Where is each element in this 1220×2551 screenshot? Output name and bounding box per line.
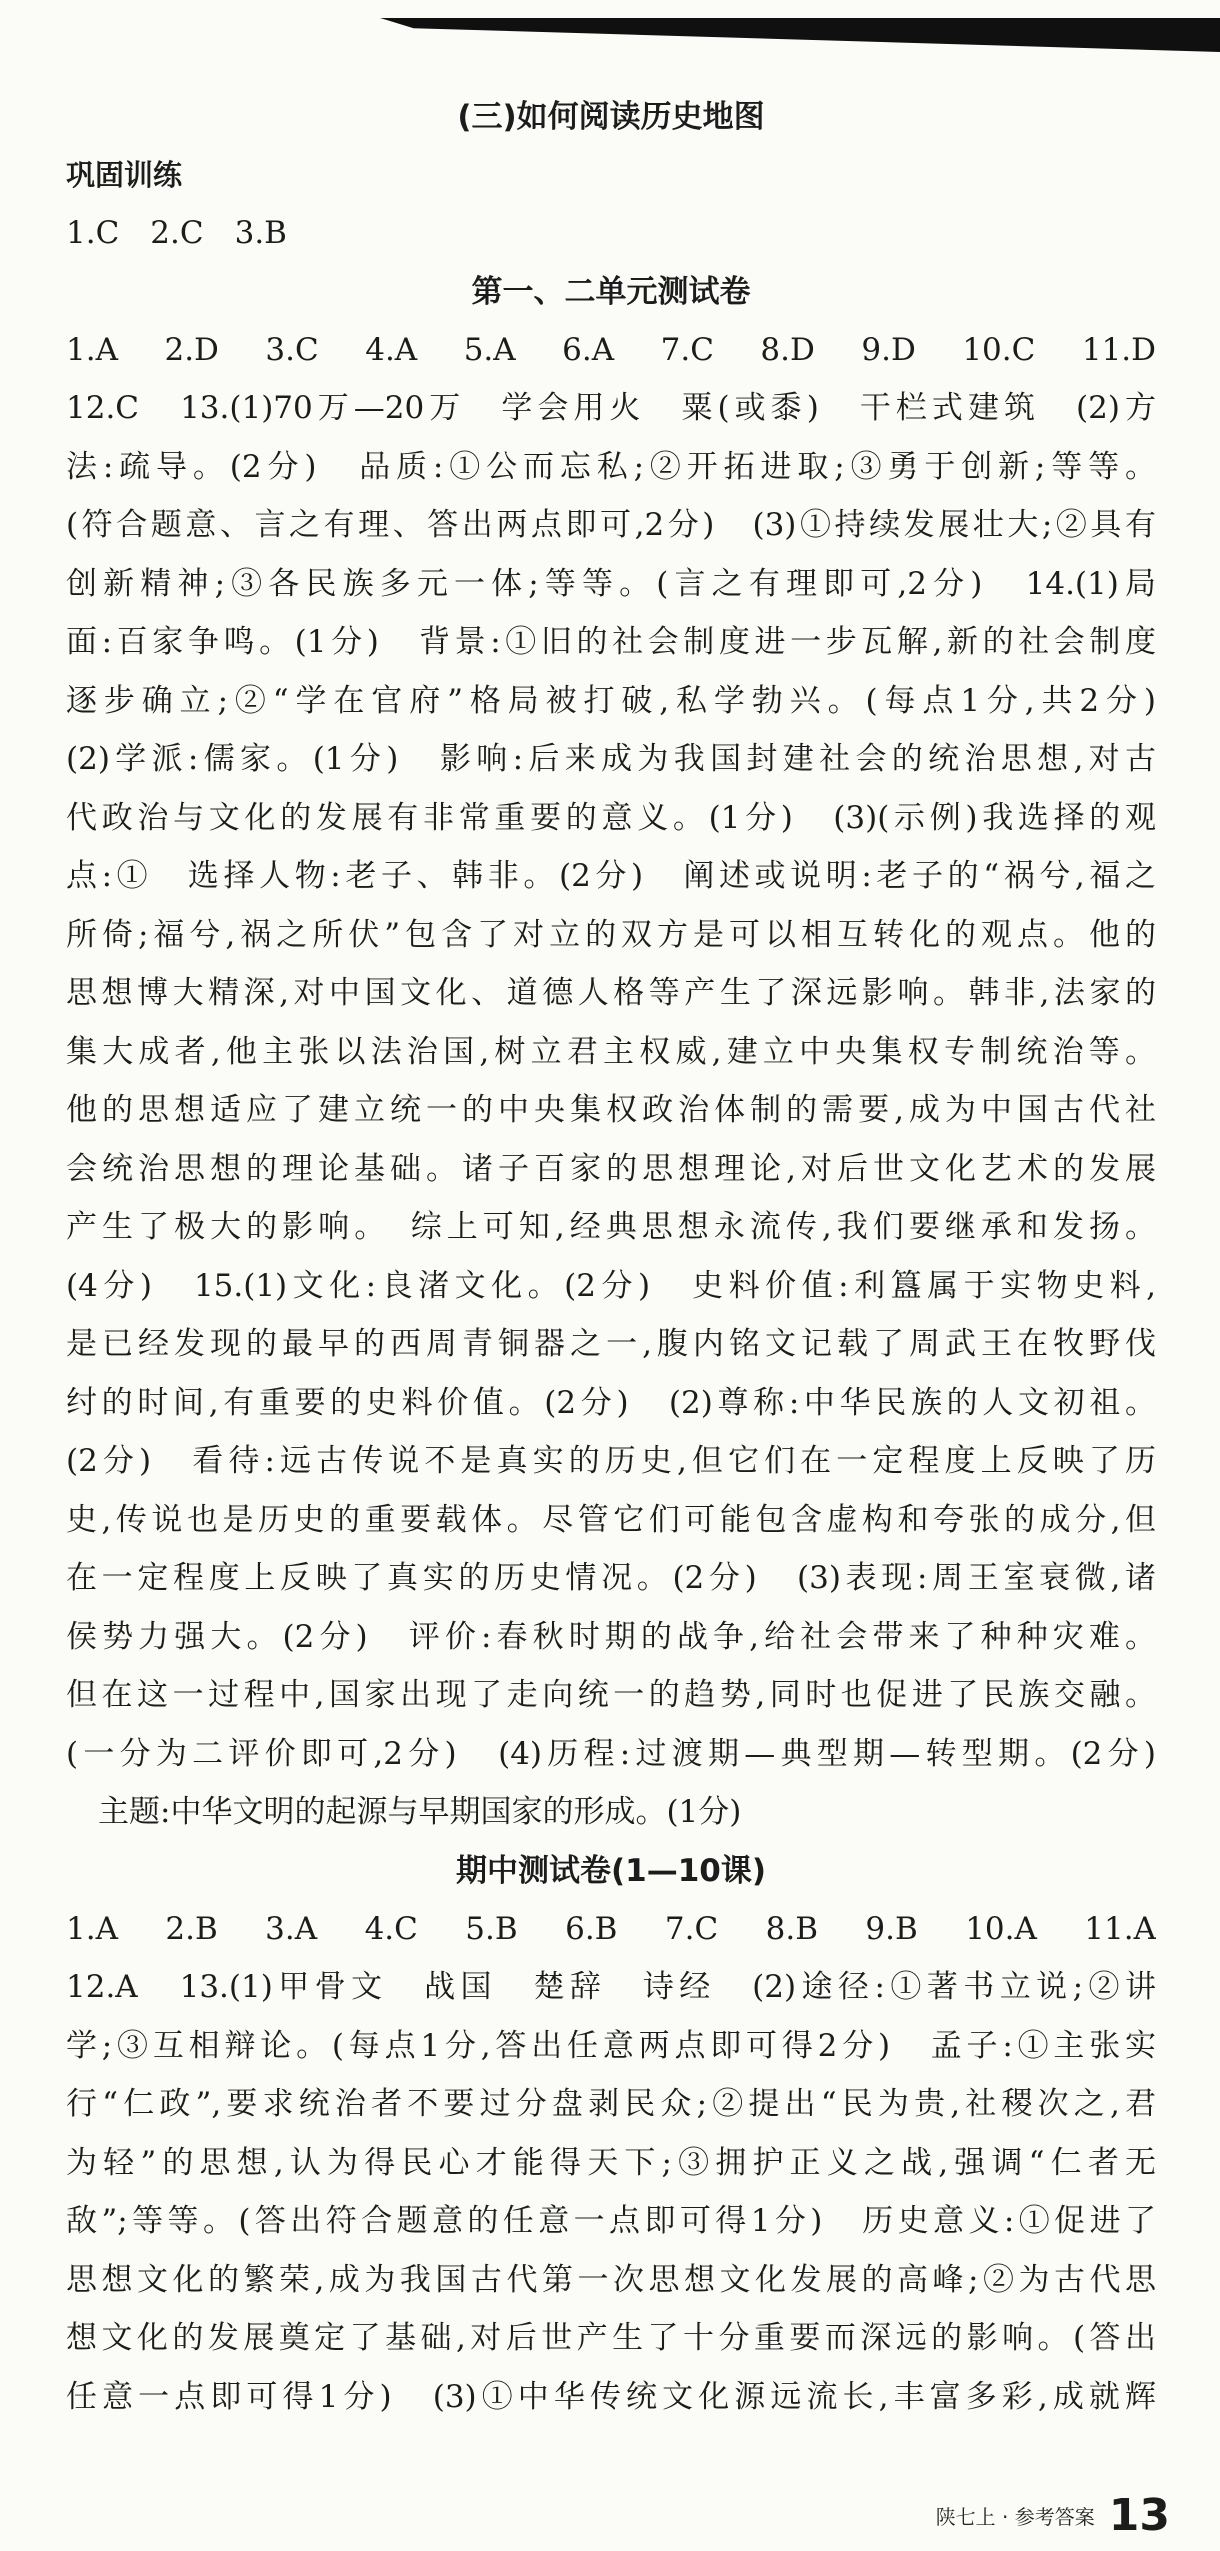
answer-line: 1.C 2.C 3.B [66, 215, 287, 251]
answer-line: 但在这一过程中,国家出现了走向统一的趋势,同时也促进了民族交融。 [66, 1677, 1156, 1713]
answer-line: 他的思想适应了建立统一的中央集权政治体制的需要,成为中国古代社 [66, 1092, 1156, 1128]
answer-line: (一分为二评价即可,2分) (4)历程:过渡期—典型期—转型期。(2分) [66, 1735, 1156, 1772]
answer-line: 主题:中华文明的起源与早期国家的形成。(1分) [98, 1794, 742, 1830]
answer-line: 会统治思想的理论基础。诸子百家的思想理论,对后世文化艺术的发展 [66, 1150, 1156, 1187]
answer-line: 学;③互相辩论。(每点1分,答出任意两点即可得2分) 孟子:①主张实 [66, 2027, 1156, 2064]
section-title-unit-test: 第一、二单元测试卷 [471, 273, 751, 310]
page-footer [830, 2490, 1170, 2540]
footer-label: 陕七上 · 参考答案 [935, 2504, 1095, 2529]
answer-line: 在一定程度上反映了真实的历史情况。(2分) (3)表现:周王室衰微,诸 [66, 1560, 1156, 1596]
answer-line: 逐步确立;②“学在官府”格局被打破,私学勃兴。(每点1分,共2分) [66, 682, 1156, 719]
answer-line: (2分) 看待:远古传说不是真实的历史,但它们在一定程度上反映了历 [66, 1443, 1156, 1479]
answer-line: (符合题意、言之有理、答出两点即可,2分) (3)①持续发展壮大;②具有 [66, 507, 1156, 543]
answer-line: 思想文化的繁荣,成为我国古代第一次思想文化发展的高峰;②为古代思 [66, 2261, 1156, 2298]
answer-line: (2)学派:儒家。(1分) 影响:后来成为我国封建社会的统治思想,对古 [66, 741, 1156, 777]
section-title-map-reading: (三)如何阅读历史地图 [457, 99, 765, 135]
answer-line: 纣的时间,有重要的史料价值。(2分) (2)尊称:中华民族的人文初祖。 [66, 1384, 1156, 1421]
answer-line: 点:① 选择人物:老子、韩非。(2分) 阐述或说明:老子的“祸兮,福之 [66, 858, 1156, 894]
answer-line: 为轻”的思想,认为得民心才能得天下;③拥护正义之战,强调“仁者无 [66, 2144, 1156, 2181]
answer-line: 思想博大精深,对中国文化、道德人格等产生了深远影响。韩非,法家的 [66, 975, 1156, 1011]
answer-line: 创新精神;③各民族多元一体;等等。(言之有理即可,2分) 14.(1)局 [66, 565, 1156, 602]
answer-line: 所倚;福兮,祸之所伏”包含了对立的双方是可以相互转化的观点。他的 [66, 916, 1156, 953]
answer-line: 法:疏导。(2分) 品质:①公而忘私;②开拓进取;③勇于创新;等等。 [66, 448, 1156, 485]
page-number: 13 [1108, 2489, 1170, 2541]
answer-line: 1.A 2.B 3.A 4.C 5.B 6.B 7.C 8.B 9.B 10.A 11.A [66, 1910, 1156, 1947]
subheading-consolidation: 巩固训练 [66, 158, 183, 192]
answer-line: 行“仁政”,要求统治者不要过分盘剥民众;②提出“民为贵,社稷次之,君 [66, 2086, 1156, 2122]
answer-line: 史,传说也是历史的重要载体。尽管它们可能包含虚构和夸张的成分,但 [66, 1501, 1156, 1538]
answer-line: 面:百家争鸣。(1分) 背景:①旧的社会制度进一步瓦解,新的社会制度 [66, 624, 1156, 660]
answer-line: 代政治与文化的发展有非常重要的意义。(1分) (3)(示例)我选择的观 [66, 799, 1156, 836]
answer-line: 想文化的发展奠定了基础,对后世产生了十分重要而深远的影响。(答出 [66, 2320, 1156, 2356]
answer-line: 12.C 13.(1)70万—20万 学会用火 粟(或黍) 干栏式建筑 (2)方 [66, 390, 1156, 426]
answer-key-page [66, 88, 1156, 2426]
section-title-midterm: 期中测试卷(1—10课) [455, 1852, 767, 1889]
answer-line: 任意一点即可得1分) (3)①中华传统文化源远流长,丰富多彩,成就辉 [66, 2378, 1156, 2415]
answer-line: 1.A 2.D 3.C 4.A 5.A 6.A 7.C 8.D 9.D 10.C 11.D [66, 331, 1156, 368]
answer-line: 产生了极大的影响。 综上可知,经典思想永流传,我们要继承和发扬。 [66, 1209, 1156, 1245]
answer-line: (4分) 15.(1)文化:良渚文化。(2分) 史料价值:利簋属于实物史料, [66, 1267, 1156, 1304]
answer-line: 12.A 13.(1)甲骨文 战国 楚辞 诗经 (2)途径:①著书立说;②讲 [66, 1969, 1156, 2005]
answer-line: 是已经发现的最早的西周青铜器之一,腹内铭文记载了周武王在牧野伐 [66, 1326, 1156, 1362]
answer-line: 敌”;等等。(答出符合题意的任意一点即可得1分) 历史意义:①促进了 [66, 2203, 1156, 2239]
answer-line: 集大成者,他主张以法治国,树立君主权威,建立中央集权专制统治等。 [66, 1033, 1156, 1070]
answer-line: 侯势力强大。(2分) 评价:春秋时期的战争,给社会带来了种种灾难。 [66, 1618, 1156, 1655]
page-top-edge-bar [380, 18, 1220, 52]
